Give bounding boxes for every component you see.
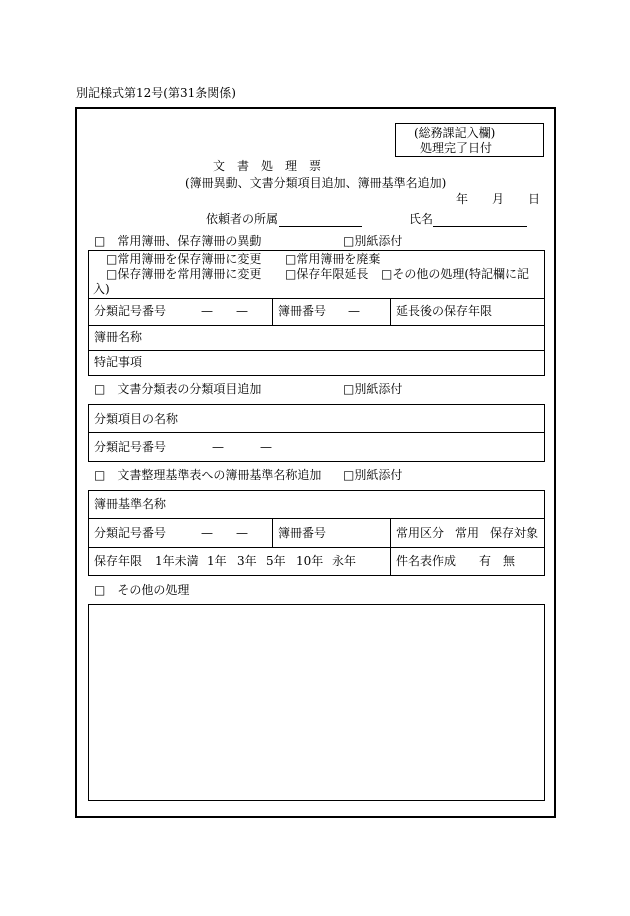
requester-name-label: 氏名	[409, 212, 434, 226]
date-year-label: 年	[456, 192, 469, 206]
usage-archive-option[interactable]: 保存対象	[490, 526, 539, 540]
period-option[interactable]: 1年未満	[155, 554, 199, 568]
extended-period-label: 延長後の保存年限	[396, 304, 493, 318]
book-name-label: 簿冊名称	[94, 330, 143, 344]
retention-period-label: 保存年限	[94, 554, 143, 568]
period-option[interactable]: 1年	[207, 554, 227, 568]
section4-checkbox[interactable]: □ その他の処理	[94, 583, 190, 597]
class-code-label: 分類記号番号	[94, 526, 167, 540]
class-code-label: 分類記号番号	[94, 440, 167, 454]
dash: —	[236, 526, 248, 540]
opt-discard-active[interactable]: □常用簿冊を廃棄	[285, 252, 381, 266]
divider	[88, 432, 545, 433]
book-number-label: 簿冊番号	[278, 304, 327, 318]
divider	[88, 350, 545, 351]
dash: —	[348, 304, 360, 318]
form-number: 別記様式第12号(第31条関係)	[76, 86, 236, 100]
opt-other-processing[interactable]: □その他の処理(特記欄に記	[381, 267, 530, 281]
index-no-option[interactable]: 無	[503, 554, 516, 568]
opt-other-processing-cont: 入)	[93, 282, 110, 296]
section1-checkbox[interactable]: □ 常用簿冊、保存簿冊の異動	[94, 234, 262, 248]
period-option[interactable]: 3年	[237, 554, 257, 568]
remarks-label: 特記事項	[94, 355, 143, 369]
section2-checkbox[interactable]: □ 文書分類表の分類項目追加	[94, 382, 262, 396]
requester-dept-label: 依頼者の所属	[206, 212, 279, 226]
section1-attach-checkbox[interactable]: □別紙添付	[343, 234, 403, 248]
section2-attach-checkbox[interactable]: □別紙添付	[343, 382, 403, 396]
date-day-label: 日	[528, 192, 541, 206]
usage-active-option[interactable]: 常用	[455, 526, 480, 540]
divider	[390, 298, 391, 325]
opt-active-to-archive[interactable]: □常用簿冊を保存簿冊に変更	[106, 252, 262, 266]
book-number-label: 簿冊番号	[278, 526, 327, 540]
requester-dept-field[interactable]	[279, 226, 362, 227]
dash: —	[260, 440, 272, 454]
usage-class-label: 常用区分	[396, 526, 445, 540]
date-month-label: 月	[492, 192, 505, 206]
dash: —	[201, 526, 213, 540]
index-yes-option[interactable]: 有	[479, 554, 492, 568]
opt-extend-period[interactable]: □保存年限延長	[285, 267, 369, 281]
dash: —	[201, 304, 213, 318]
period-option[interactable]: 永年	[332, 554, 357, 568]
class-code-label: 分類記号番号	[94, 304, 167, 318]
standard-name-label: 簿冊基準名称	[94, 497, 167, 511]
period-option[interactable]: 10年	[296, 554, 324, 568]
section3-checkbox[interactable]: □ 文書整理基準表への簿冊基準名称追加	[94, 468, 322, 482]
dash: —	[212, 440, 224, 454]
dash: —	[236, 304, 248, 318]
divider	[272, 518, 273, 547]
divider	[88, 518, 545, 519]
item-name-label: 分類項目の名称	[94, 412, 179, 426]
other-processing-box[interactable]	[88, 604, 545, 801]
divider	[88, 547, 545, 548]
form-title: 文 書 処 理 票	[213, 159, 322, 173]
opt-archive-to-active[interactable]: □保存簿冊を常用簿冊に変更	[106, 267, 262, 281]
requester-name-field[interactable]	[433, 226, 527, 227]
stamp-label: (総務課記入欄)	[414, 126, 496, 140]
form-subtitle: (簿冊異動、文書分類項目追加、簿冊基準名追加)	[185, 176, 447, 190]
period-option[interactable]: 5年	[266, 554, 286, 568]
divider	[272, 298, 273, 325]
stamp-completion-date-label: 処理完了日付	[420, 141, 493, 155]
divider	[88, 325, 545, 326]
divider	[88, 298, 545, 299]
section3-attach-checkbox[interactable]: □別紙添付	[343, 468, 403, 482]
index-creation-label: 件名表作成	[396, 554, 457, 568]
